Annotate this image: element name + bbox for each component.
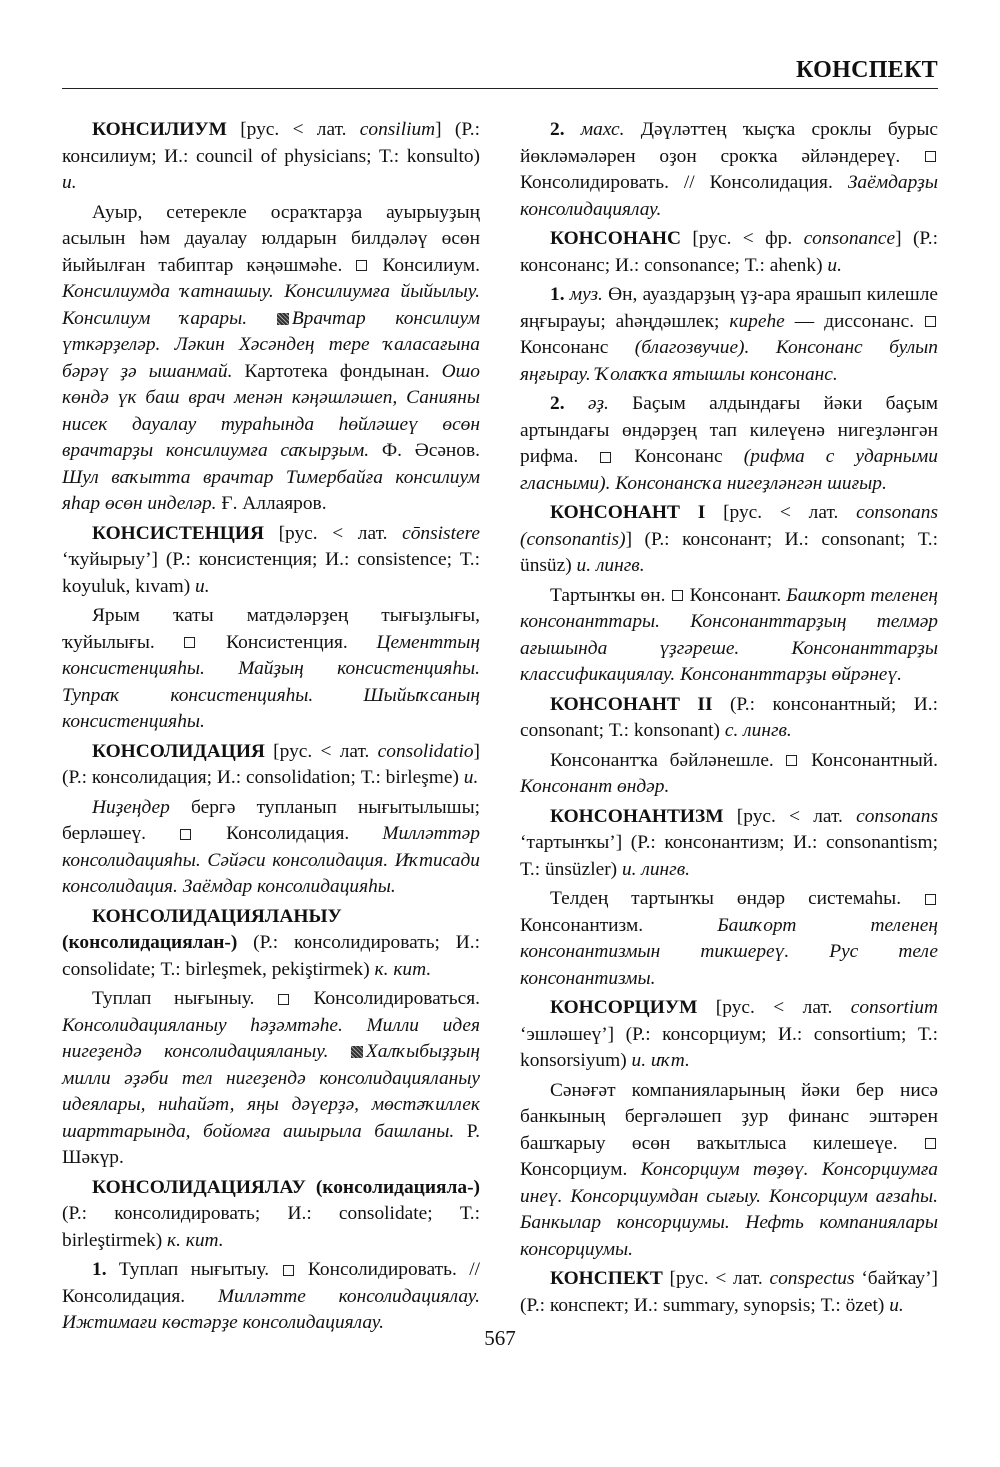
square-marker-icon xyxy=(278,994,289,1005)
entry-header xyxy=(520,692,938,745)
entry-konsonant-2 xyxy=(520,692,938,801)
sense-number: 2. xyxy=(550,393,565,414)
headword: КОНСОЛИДАЦИЯ xyxy=(92,740,265,762)
headword: КОНСОЛИДАЦИЯЛАНЫУ xyxy=(92,905,342,927)
entry-konspekt xyxy=(520,1266,938,1319)
entry-konsortsium xyxy=(520,995,938,1263)
russian-equivalent: Консистенция. xyxy=(197,631,377,653)
equivalents: ‘эшләшеү’] (Р.: консорциум; И.: consortium; Т.: konsorsiyum) xyxy=(520,1023,938,1071)
etymon: consonans (consonantis) xyxy=(520,502,938,550)
russian-equivalent: Консолидироваться. xyxy=(290,988,480,1009)
hatched-square-icon xyxy=(277,313,289,325)
quote: Ошо көндә үк баш врач менән кәңәшләшеп, Санияны нисек дауалау тураһында һөйләшеү өсөн врачтарҙы консилиумға саҡырҙым. xyxy=(62,360,480,461)
headword: КОНСПЕКТ xyxy=(550,1268,663,1289)
russian-equivalent: Консолидация. xyxy=(193,823,383,844)
definition: Туплап нығытыу. xyxy=(106,1259,282,1280)
definition: Туплап нығыныу. xyxy=(92,988,277,1009)
headword: КОНСИЛИУМ xyxy=(92,119,227,140)
etymology-text: [рус. < лат. xyxy=(264,740,378,762)
equivalents: ‘тартынҡы’] (Р.: консонантизм; И.: consonantism; Т.: ünsüzler) xyxy=(520,832,938,880)
examples: Консолидацияланыу һәҙәмтәһе. Милли идея нигеҙендә консолидацияланыу. xyxy=(62,1014,480,1062)
examples: Милләттәр консолидацияһы. Сәйәси консолидация. Иҡтисади консолидация. Заёмдар консолидацияһы. xyxy=(62,823,480,897)
examples: Милләтте консолидациялау. Ижтимағи көстәрҙе консолидациялау. xyxy=(62,1285,480,1333)
equivalents: ] (Р.: консонанс; И.: consonance; Т.: ahenk) xyxy=(520,228,939,276)
russian-equivalent: Консолидировать. // Консолидация. xyxy=(62,1259,480,1307)
quote: Халҡыбыҙҙың милли әҙәби тел нигеҙендә консолидацияланыу идеялары, ниһайәт, яңы дәүерҙә, мөстәҡиллек шарттарында, бойомға ашырыла башланы. xyxy=(62,1041,480,1142)
examples: Консорциум төҙөү. Консорциумға инеү. Консорциумдан сығыу. Консорциум ағзаһы. Банкылар консорциумы. Нефть компаниялары консорциумы. xyxy=(520,1159,939,1260)
entry-header xyxy=(520,995,938,1075)
etymon: consilium xyxy=(359,119,436,140)
definition: — диссонанс. xyxy=(784,310,924,332)
antonym-label: киреһе xyxy=(729,310,785,332)
russian-equivalent: Консонант. xyxy=(684,584,787,606)
headword: КОНСОНАНТ I xyxy=(550,502,706,523)
etymon: cōnsistere xyxy=(402,522,480,544)
entry-body xyxy=(62,986,480,1172)
square-marker-icon xyxy=(356,260,367,271)
sense-2 xyxy=(520,391,938,497)
source: Картотека фондынан. xyxy=(232,360,442,382)
entry-body xyxy=(520,583,938,689)
square-marker-icon xyxy=(925,894,936,905)
pos-label: и. xyxy=(827,254,842,276)
equivalents: ‘байҡау’] (Р.: конспект; И.: summary, synopsis; Т.: özet) xyxy=(520,1268,938,1316)
entry-konsilium xyxy=(62,117,480,518)
sense-number: 1. xyxy=(550,284,565,305)
running-head: КОНСПЕКТ xyxy=(796,57,938,83)
source: Ғ. Аллаяров. xyxy=(216,493,327,514)
etymon: consonans xyxy=(856,805,938,827)
pos-label: и. xyxy=(463,767,479,788)
entry-konsolidatsiyalanyu xyxy=(62,904,480,1172)
header-rule xyxy=(62,88,938,89)
source: Ф. Әсәнов. xyxy=(369,440,480,461)
examples: Башҡорт теленең консонанттары. Консонанттарҙың телмәр ағышында үҙгәреше. Консонанттарҙы классификациялау. Консонанттарҙы өйрәнеү. xyxy=(520,584,939,685)
sense-number: 1. xyxy=(92,1259,107,1280)
equivalents: (Р.: консонантный; И.: consonant; Т.: konsonant) xyxy=(520,693,938,741)
entry-body xyxy=(62,795,480,901)
quote: Шул ваҡытта врачтар Тимербайға консилиум яһар өсөн инделәр. xyxy=(62,466,480,514)
pos-label: и. лингв. xyxy=(621,858,690,880)
square-marker-icon xyxy=(925,151,936,162)
russian-equivalent: Консолидировать. // Консолидация. xyxy=(520,172,848,193)
entry-body xyxy=(62,1257,480,1337)
entry-konsolidatsiya xyxy=(62,739,480,901)
page-number: 567 xyxy=(484,1326,516,1350)
entry-body xyxy=(62,200,480,518)
russian-equivalent: Консонантный. xyxy=(799,749,938,771)
etymology-text: [рус. < лат. xyxy=(662,1268,770,1289)
examples: Башҡорт теленең консонантизмын тикшереү. Рус теле консонантизмы. xyxy=(520,914,938,989)
domain-label: махс. xyxy=(564,119,625,140)
examples: Консонанс булып яңғырау. Ҡолаҡҡа ятышлы консонанс. xyxy=(520,337,939,385)
square-marker-icon xyxy=(786,755,797,766)
source: Р. Шәкүр. xyxy=(62,1120,480,1168)
russian-gloss: (благозвучие). xyxy=(634,337,750,358)
definition: Ауыр, сетерекле осраҡтарҙа ауырыуҙың асылын һәм дауалау юлдарын билдәләү өсөн йыйылған табиптар кәңәшмәһе. xyxy=(62,201,480,276)
entry-body xyxy=(520,886,938,992)
entry-header xyxy=(62,739,480,792)
square-marker-icon xyxy=(672,590,683,601)
russian-equivalent: Консонанс xyxy=(613,446,744,467)
square-marker-icon xyxy=(600,452,611,463)
pos-label: и. xyxy=(195,575,210,597)
pos-label: и. лингв. xyxy=(576,555,645,576)
sense-number: 2. xyxy=(550,119,565,140)
examples: Заёмдарҙы консолидациялау. xyxy=(520,172,938,220)
etymon: consonance xyxy=(803,228,896,249)
equivalents: (Р.: консолидировать; И.: consolidate; Т.: birleşmek, pekiştirmek) xyxy=(62,932,480,980)
entry-konsolidatsiyalau xyxy=(62,1175,480,1337)
russian-equivalent: Консилиум. xyxy=(369,254,480,276)
definition: Дәүләттең ҡыҫҡа сроклы бурыс йөкләмәләрен оҙон срокҡа әйләндереү. xyxy=(520,119,938,167)
examples: Консонант өндәр. xyxy=(520,776,670,797)
pos-label: к. кит. xyxy=(374,958,432,980)
examples: Консонансҡа нигеҙләнгән шиғыр. xyxy=(610,472,887,494)
quote: Врачтар консилиум үткәрҙеләр. Ләкин Хәсәндең тере ҡаласағына бәрәү ҙә ышанмай. xyxy=(62,307,480,382)
etymon: conspectus xyxy=(769,1268,855,1289)
equivalents: ] (Р.: консонант; И.: consonant; Т.: ünsüz) xyxy=(520,528,938,576)
pos-label: и. иҡт. xyxy=(631,1050,690,1071)
left-column xyxy=(62,117,480,1340)
pos-label: с. лингв. xyxy=(724,720,792,741)
square-marker-icon xyxy=(925,316,936,327)
russian-equivalent: Консонанс xyxy=(520,337,635,358)
etymology-text: [рус. < лат. xyxy=(705,502,857,523)
square-marker-icon xyxy=(180,829,191,840)
entry-header xyxy=(520,226,938,279)
etymology-text: [рус. < лат. xyxy=(723,805,857,827)
definition: Баҫым алдындағы йәки баҫым артындағы өндәрҙең тап килеүенә нигеҙләнгән рифма. xyxy=(520,393,938,467)
pos-label: и. xyxy=(889,1294,904,1316)
right-column xyxy=(520,117,938,1322)
equivalents: ] (Р.: консолидация; И.: consolidation; Т.: birleşme) xyxy=(62,740,480,788)
entry-konsolidatsiyalau-sense-2 xyxy=(520,117,938,223)
headword: КОНСОНАНТ II xyxy=(550,693,713,715)
entry-body xyxy=(520,748,938,801)
entry-header xyxy=(520,500,938,580)
headword: КОНСОНАНТИЗМ xyxy=(550,805,724,827)
square-marker-icon xyxy=(184,637,195,648)
headword: КОНСОРЦИУМ xyxy=(550,997,698,1018)
definition: Тартынҡы өн. xyxy=(550,584,671,606)
entry-body xyxy=(520,1078,938,1264)
square-marker-icon xyxy=(925,1138,936,1149)
equivalents: ‘ҡуйырыу’] (Р.: консистенция; И.: consistence; Т.: koyuluk, kıvam) xyxy=(62,549,480,597)
definition: Консонантҡа бәйләнешле. xyxy=(550,749,786,771)
verb-stem: (консолидацияла-) xyxy=(305,1176,480,1198)
etymology-text: [рус. < лат. xyxy=(226,119,360,140)
hatched-square-icon xyxy=(351,1046,363,1058)
domain-label: муз. xyxy=(564,284,603,305)
etymology-text: [рус. < лат. xyxy=(697,997,851,1018)
entry-header xyxy=(62,117,480,197)
entry-konsonans xyxy=(520,226,938,497)
russian-equivalent: Консорциум. xyxy=(520,1159,641,1180)
entry-header xyxy=(62,521,480,601)
definition: Сәнәғәт компанияларының йәки бер нисә банкының бергәләшеп ҙур финанс эштәрен башҡарыу өсөн ваҡытлыса килешеүе. xyxy=(520,1079,938,1154)
entry-header xyxy=(62,904,480,984)
definition-object: Ниҙеңдер xyxy=(92,796,170,818)
definition: Өн, ауаздарҙың үҙ-ара ярашып килешле яңғырауы; аһәңдәшлек; xyxy=(520,284,938,332)
examples: Консилиумда ҡатнашыу. Консилиумға йыйылыу. Консилиум ҡарары. xyxy=(62,281,480,329)
verb-stem: (консолидациялан-) xyxy=(62,932,238,953)
etymology-text: [рус. < лат. xyxy=(263,522,403,544)
definition: Телдең тартынҡы өндәр системаһы. xyxy=(550,888,924,909)
russian-equivalent: Консонантизм. xyxy=(520,914,718,936)
headword: КОНСОЛИДАЦИЯЛАУ xyxy=(92,1176,306,1198)
etymology-text: [рус. < фр. xyxy=(681,228,804,249)
equivalents: ] (Р.: консилиум; И.: council of physicians; Т.: konsulto) xyxy=(62,119,480,167)
pos-label: к. кит. xyxy=(167,1229,224,1251)
entry-konsonantizm xyxy=(520,804,938,993)
definition: бергә тупланып нығытылышы; берләшеү. xyxy=(62,796,480,844)
definition: Ярым ҡаты матдәләрҙең тығыҙлығы, ҡуйылығы. xyxy=(62,605,480,653)
russian-gloss: (рифма с ударными гласными). xyxy=(520,446,938,494)
entry-header xyxy=(520,804,938,884)
domain-label: әҙ. xyxy=(564,393,609,414)
pos-label: и. xyxy=(62,172,77,193)
entry-body xyxy=(62,603,480,736)
equivalents: (Р.: консолидировать; И.: consolidate; Т.: birleştirmek) xyxy=(62,1203,480,1251)
examples: Цементтың консистенцияһы. Майҙың консистенцияһы. Тупраҡ консистенцияһы. Шыйыҡсаның консистенцияһы. xyxy=(62,631,480,732)
sense-1 xyxy=(520,282,938,388)
etymon: consortium xyxy=(850,997,938,1018)
headword: КОНСОНАНС xyxy=(550,228,682,249)
entry-konsistentsiya xyxy=(62,521,480,736)
entry-header xyxy=(62,1175,480,1255)
headword: КОНСИСТЕНЦИЯ xyxy=(92,522,264,544)
entry-header xyxy=(520,1266,938,1319)
entry-konsonant-1 xyxy=(520,500,938,689)
square-marker-icon xyxy=(283,1265,294,1276)
etymon: consolidatio xyxy=(377,740,474,762)
